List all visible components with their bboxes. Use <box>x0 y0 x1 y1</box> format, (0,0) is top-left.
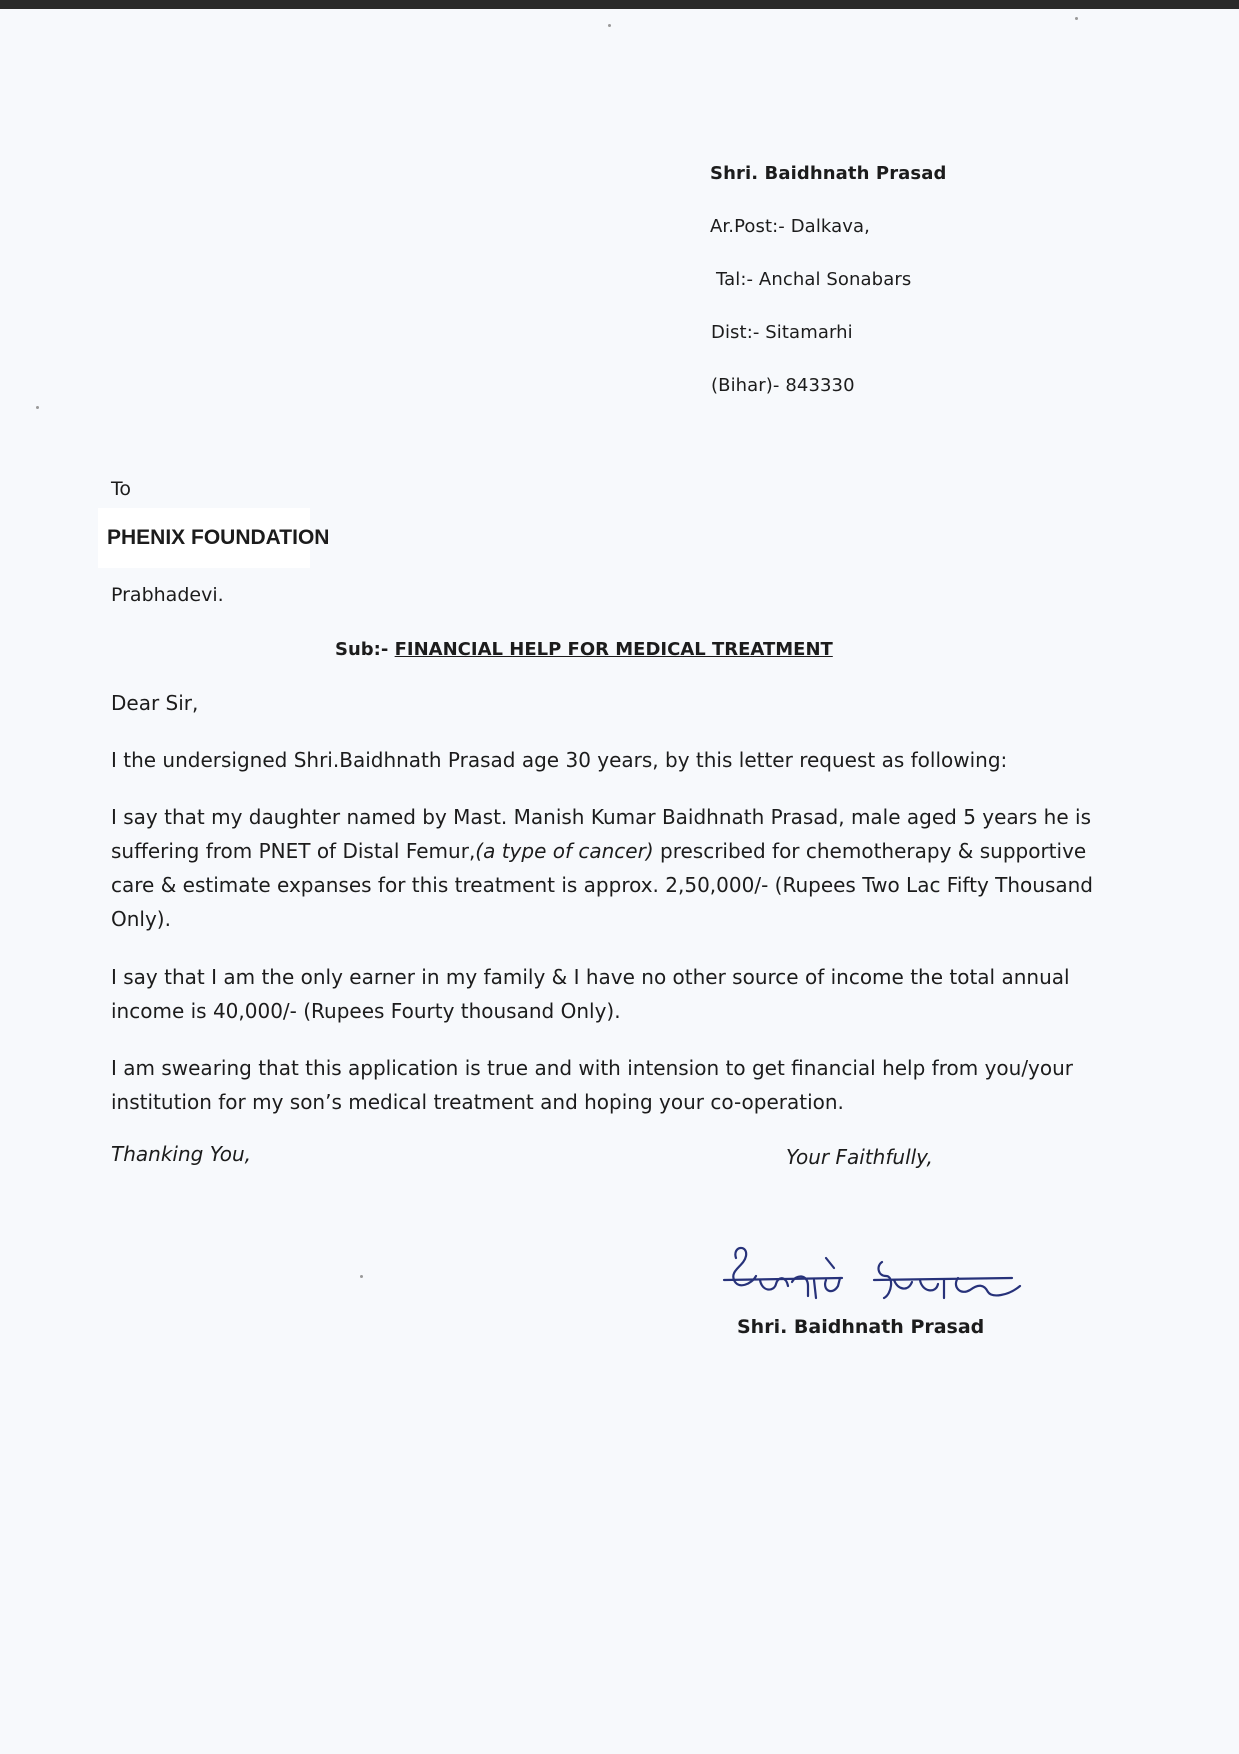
scan-speck <box>608 24 611 27</box>
salutation: Dear Sir, <box>111 691 199 715</box>
signatory-name: Shri. Baidhnath Prasad <box>737 1316 985 1338</box>
closing-valediction: Your Faithfully, <box>786 1145 933 1169</box>
diagnosis-text-cont: prescribed for chemotherapy & supportive care & estimate expanses for this treatment is approx. 2,50,000/- (Rupees Two Lac Fifty Thousand Only). <box>111 839 1093 931</box>
scan-speck <box>360 1275 363 1278</box>
signature-image <box>722 1240 1057 1310</box>
diagnosis-text: I say that my daughter named by Mast. Manish Kumar Baidhnath Prasad, male aged 5 years he is suffering from PNET of Distal Femur, <box>111 805 1091 863</box>
sender-name: Shri. Baidhnath Prasad <box>710 163 947 184</box>
scan-speck <box>36 406 39 409</box>
subject-prefix: Sub:- <box>335 639 389 660</box>
sender-address-line: Tal:- Anchal Sonabars <box>716 269 912 290</box>
diagnosis-note: (a type of cancer) <box>475 839 654 863</box>
handwritten-signature <box>722 1240 1057 1310</box>
scan-top-edge <box>0 0 1239 9</box>
income-paragraph: I say that I am the only earner in my family & I have no other source of income the total annual income is 40,000/- (Rupees Fourty thousand Only). <box>111 965 1070 1023</box>
sender-address-line: (Bihar)- 843330 <box>711 375 855 396</box>
declaration-paragraph: I am swearing that this application is true and with intension to get financial help from you/your institution for my son’s medical treatment and hoping your co-operation. <box>111 1056 1074 1114</box>
subject-line <box>335 639 833 660</box>
recipient-location: Prabhadevi. <box>111 584 224 606</box>
intro-paragraph: I the undersigned Shri.Baidhnath Prasad age 30 years, by this letter request as following: <box>111 748 1008 772</box>
subject-text: FINANCIAL HELP FOR MEDICAL TREATMENT <box>394 639 833 660</box>
diagnosis-paragraph <box>111 800 1111 936</box>
scan-speck <box>1075 17 1078 20</box>
to-label: To <box>111 478 132 500</box>
closing-thanks: Thanking You, <box>111 1142 251 1166</box>
recipient-name: PHENIX FOUNDATION <box>107 526 330 549</box>
sender-address-line: Dist:- Sitamarhi <box>711 322 853 343</box>
sender-address-line: Ar.Post:- Dalkava, <box>710 216 870 237</box>
